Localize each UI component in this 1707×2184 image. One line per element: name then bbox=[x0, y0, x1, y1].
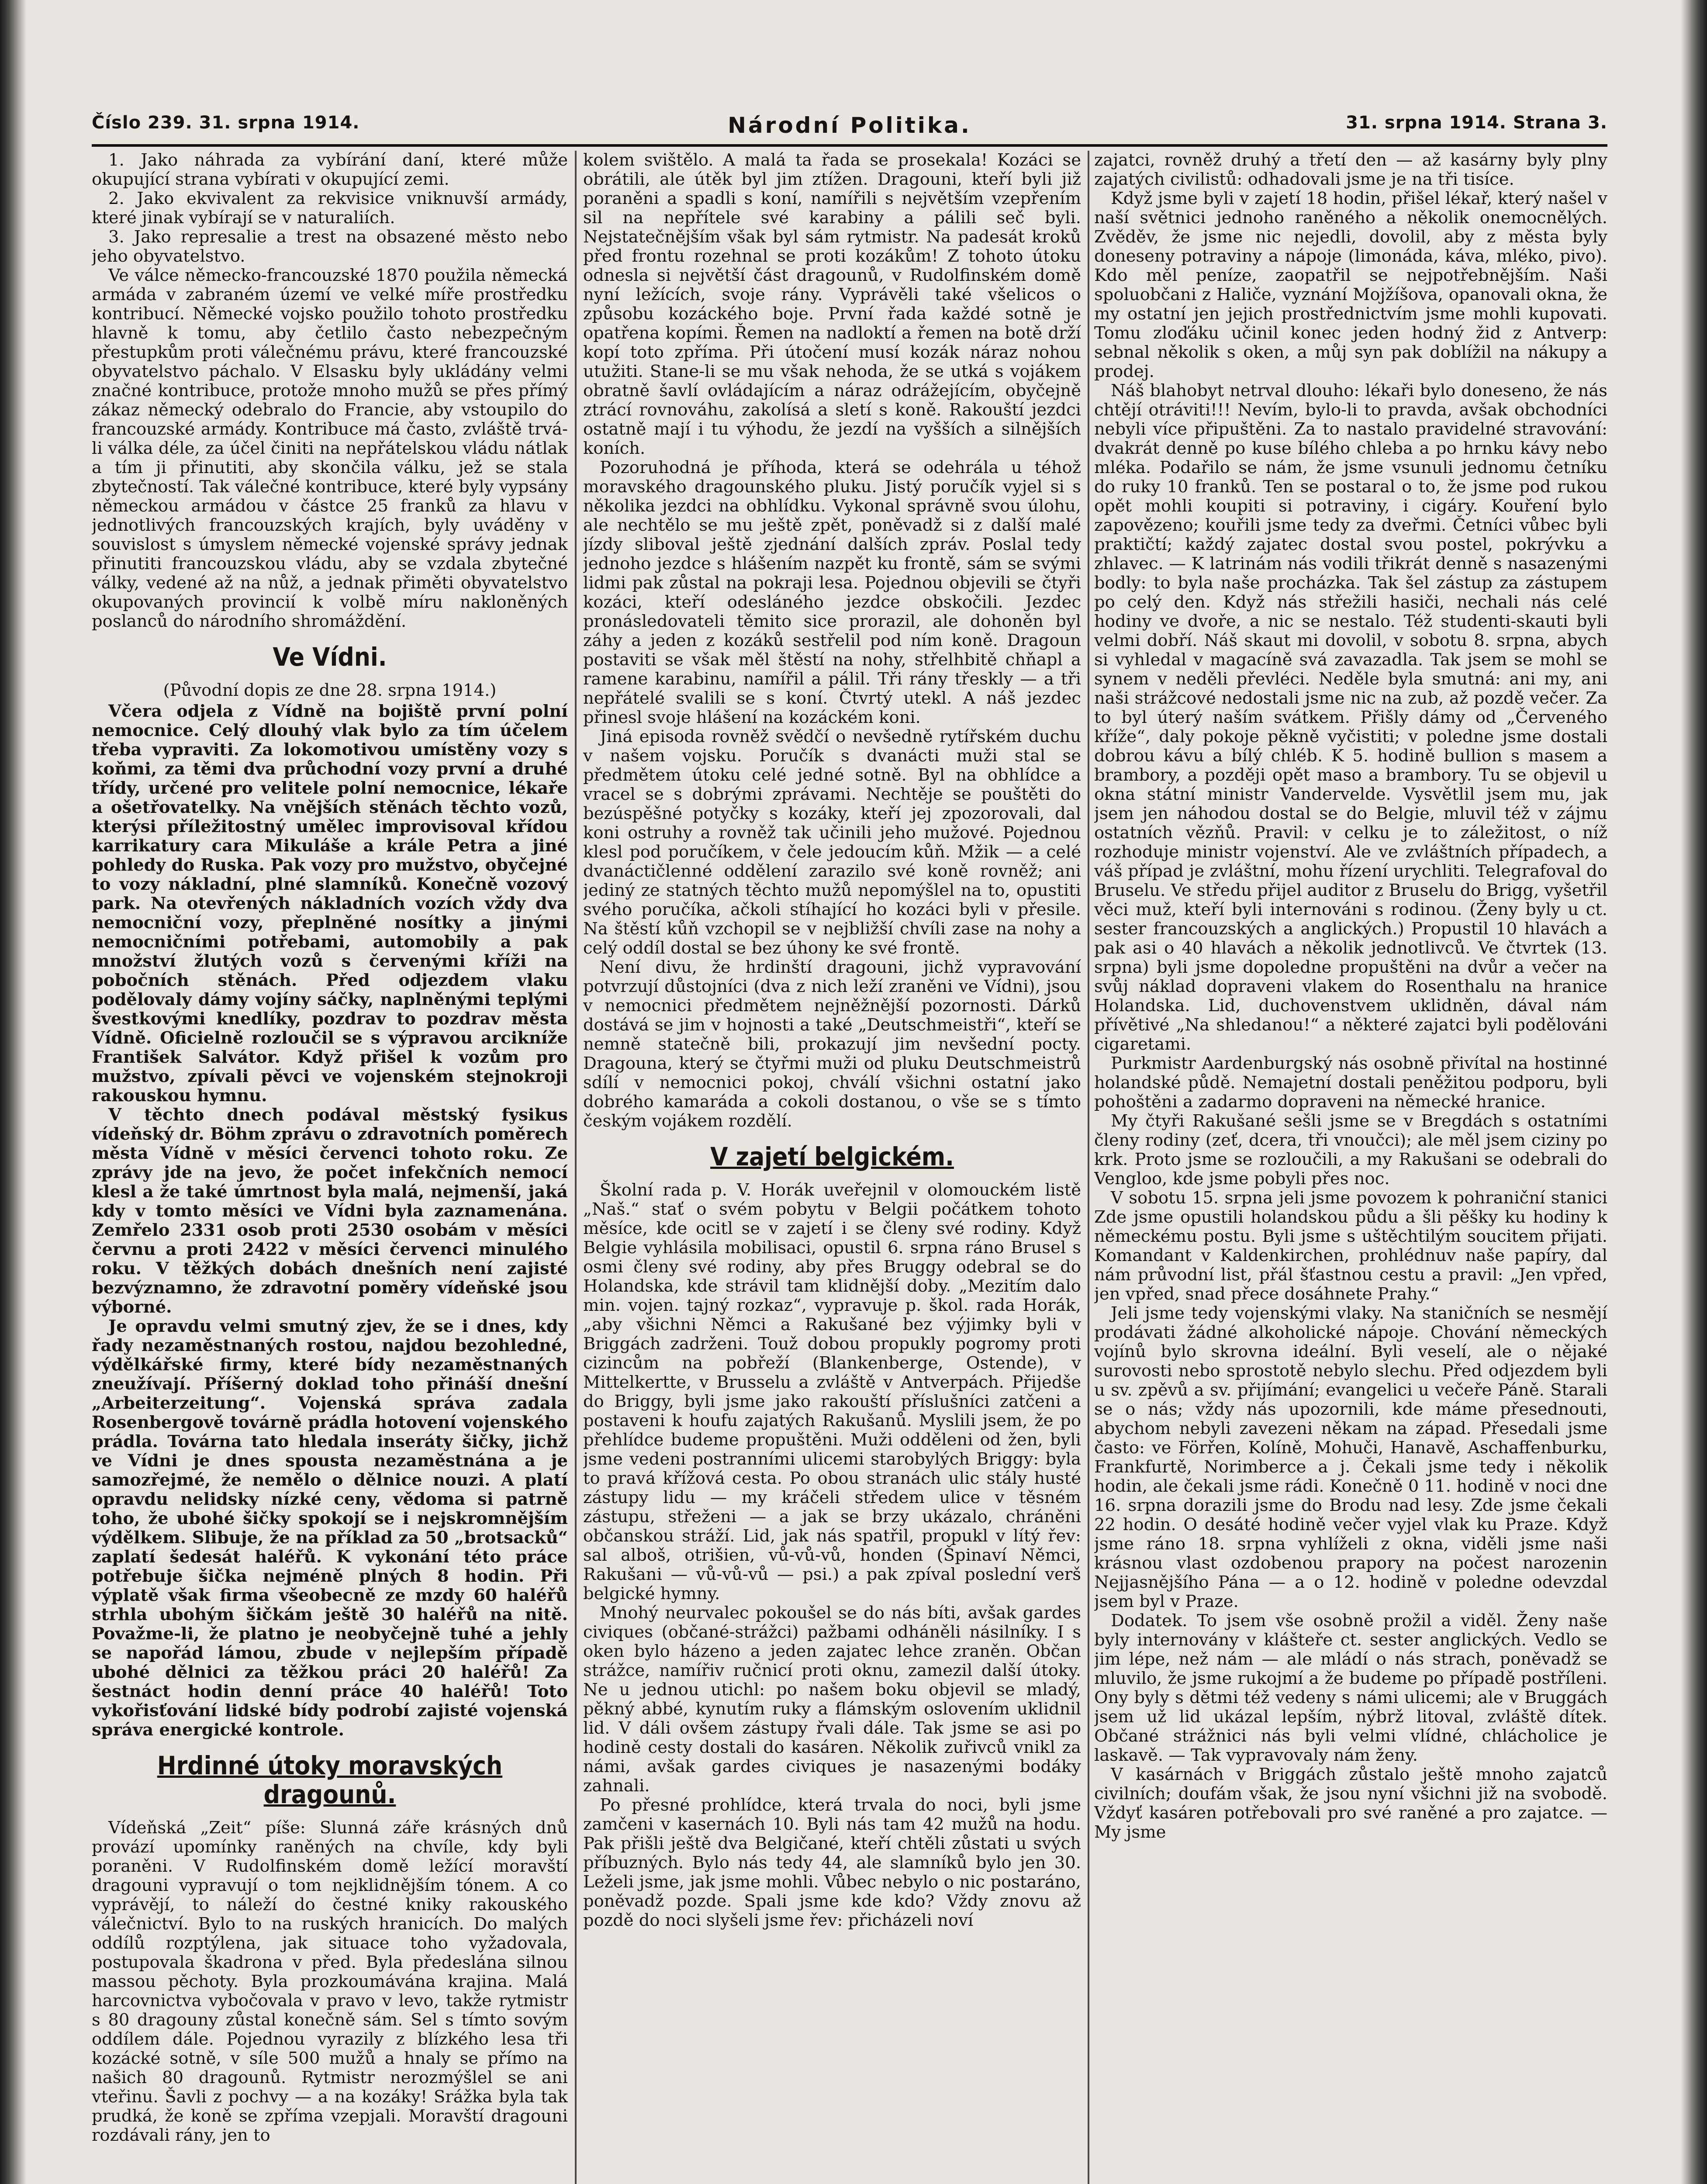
page-edge-shadow-right bbox=[1681, 0, 1707, 2184]
paragraph: 3. Jako represalie a trest na obsazené město nebo jeho obyvatelstvo. bbox=[92, 227, 568, 266]
paragraph: 2. Jako ekvivalent za rekvisice vniknuvší armády, které jinak vybírají se v naturaliích. bbox=[92, 189, 568, 228]
paragraph: Purkmistr Aardenburgský nás osobně přivítal na hostinné holandské půdě. Nemajetní dostali peněžitou podporu, byli pohoštěni a zadarmo dopraveni na německé hranice. bbox=[1094, 1054, 1607, 1112]
paragraph: V kasárnách v Briggách zůstalo ještě mnoho zajatců civilních; doufám však, že jsou nyní všichni již na svobodě. Vždyť kasáren potřebovali pro své raněné a pro zajatce. — My jsme bbox=[1094, 1765, 1607, 1842]
column-3 bbox=[1094, 151, 1607, 2184]
header-rule bbox=[92, 144, 1607, 147]
newspaper-title: Národní Politika. bbox=[728, 113, 971, 138]
paragraph: Není divu, že hrdinští dragouni, jichž vypravování potvrzují důstojníci (dva z nich leží zraněni ve Vídni), jsou v nemocnici předmětem nejněžnější pozornosti. Dárků dostává se jim v hojnosti a také „Deutschmeistři“, kteří se nemně statečně bili, prokazují jim nevšední pocty. Dragouna, který se čtyřmi muži od pluku Deutschmeistrů sdílí v nemocnici pokoj, chválí všichni ostatní jako dobrého kamaráda a cokoli dostanou, o vše se s tímto českým vojákem rozdělí. bbox=[583, 957, 1081, 1131]
paragraph-bold: Je opravdu velmi smutný zjev, že se i dnes, kdy řady nezaměstnaných rostou, najdou bezohledné, výdělkářské firmy, které bídy nezaměstnaných zneužívají. Příšerný doklad toho přináší dnešní „Arbeiterzeitung“. Vojenská správa zadala Rosenbergově továrně prádla hotovení vojenského prádla. Továrna tato hledala inseráty šičky, jichž ve Vídni je dnes spousta nezaměstnána a je samozřejmé, že nemělo o dělnice nouzi. A platí opravdu nelidsky nízké ceny, vědoma si patrně toho, že ubohé šičky spokojí se i nejskromnějším výdělkem. Slibuje, že na příklad za 50 „brotsacků“ zaplatí šedesát haléřů. K vykonání této práce potřebuje šička nejméně plných 8 hodin. Při výplatě však firma všeobecně ze mzdy 60 haléřů strhla ubohým šičkám ještě 30 haléřů na nitě. Považme-li, že platno je neobyčejně tuhé a jehly se napořád lámou, zbude v nejlepším případě ubohé dělnici za těžkou práci 20 haléřů! Za šestnáct hodin denní práce 40 haléřů! Toto vykořisťování lidské bídy podrobí zajisté vojenská správa energické kontrole. bbox=[92, 1317, 568, 1740]
paragraph: 1. Jako náhrada za vybírání daní, které může okupující strana vybírati v okupující zemi. bbox=[92, 151, 568, 189]
paragraph: Školní rada p. V. Horák uveřejnil v olomouckém listě „Naš.“ stať o svém pobytu v Belgii počátkem tohoto měsíce, kde ocitl se v zajetí i se členy své rodiny. Když Belgie vyhlásila mobilisaci, opustil 6. srpna ráno Brusel s osmi členy své rodiny, aby přes Bruggy odebral se do Holandska, kde strávil tam klidnější doby. „Mezitím dalo min. vojen. tajný rozkaz“, vypravuje p. škol. rada Horák, „aby všichni Němci a Rakušané bez výjimky byli v Briggách zadrženi. Touž dobou propukly pogromy proti cizincům na pobřeží (Blankenberge, Ostende), v Mittelkertte, v Brusselu a zvláště v Antverpách. Přijedše do Briggy, byli jsme jako rakouští příslušníci zatčeni a postaveni k houfu zajatých Rakušanů. Myslili jsem, že po přehlídce budeme propuštěni. Muži odděleni od žen, byli jsme vedeni postranními ulicemi starobylých Briggy: byla to pravá křížová cesta. Po obou stranách ulic stály husté zástupy lidu — my kráčeli středem ulice v těsném zástupu, střeženi — a jak se brzy ukázalo, chráněni občanskou stráží. Lid, jak nás spatřil, propukl v lítý řev: sal alboš, otrišien, vů-vů-vů, honden (Špinaví Němci, Rakušani — vů-vů-vů — psi.) a pak zpíval poslední verš belgické hymny. bbox=[583, 1180, 1081, 1603]
issue-number-date: Číslo 239. 31. srpna 1914. bbox=[92, 113, 360, 133]
paragraph: Jeli jsme tedy vojenskými vlaky. Na staničních se nesmějí prodávati žádné alkoholické nápoje. Chování německých vojínů bylo skrovna ideální. Byli veselí, ale o nějaké surovosti nebo sprostotě nebylo slechu. Před odjezdem byli u sv. zpěvů a sv. přijímání; evangelici u večeře Páně. Starali se o nás; vždy nás upozornili, kde máme přesednouti, abychom nebyli zavezeni někam na západ. Přesedali jsme často: ve Förřen, Kolíně, Mohuči, Hanavě, Aschaffenburku, Frankfurtě, Norimberce a j. Čekali jsme tedy i několik hodin, ale čekali jsme rádi. Konečně 0 11. hodině v noci dne 16. srpna dorazili jsme do Brodu nad lesy. Zde jsme čekali 22 hodin. O desáté hodině večer vyjel vlak ku Praze. Když jsme ráno 18. srpna vyhlíželi z okna, viděli jsme naši krásnou vlast ozdobenou prapory na počest narozenin Nejjasnějšího Pána — a o 12. hodině v poledne odevzdal jsem byl v Praze. bbox=[1094, 1303, 1607, 1611]
paragraph: V sobotu 15. srpna jeli jsme povozem k pohraniční stanici Zde jsme opustili holandskou půdu a šli pěšky ku hodiny k německému postu. Byli jsme s uštěchtilým soucitem přijati. Komandant v Kaldenkirchen, prohlédnuv naše papíry, dal nám průvodní list, přál šťastnou cestu a pravil: „Jen vpřed, jen vpřed, snad přece dosáhnete Prahy.“ bbox=[1094, 1188, 1607, 1304]
column-separator-1 bbox=[575, 151, 577, 2184]
column-2 bbox=[583, 151, 1081, 2184]
paragraph: zajatci, rovněž druhý a třetí den — až kasárny byly plny zajatých civilistů: odhadovali jsme je na tři tisíce. bbox=[1094, 151, 1607, 189]
paragraph: Mnohý neurvalec pokoušel se do nás bíti, avšak gardes civiques (občané-strážci) pažbami odháněli násilníky. I s oken bylo házeno a jeden zajatec lehce zraněn. Občan strážce, namířiv ručnicí proti oknu, zamezil další útoky. Ne u jednou utichl: po našem boku objevil se mladý, pěkný abbé, kynutím ruky a flámským oslovením uklidnil lid. V dáli ovšem zástupy řvali dále. Tak jsme se asi po hodině cesty dostali do kasáren. Několik zuřivců vnikl za námi, avšak gardes civiques je nasazenými bodáky zahnali. bbox=[583, 1603, 1081, 1796]
column-1 bbox=[92, 151, 568, 2184]
paragraph-bold: V těchto dnech podával městský fysikus vídeňský dr. Böhm zprávu o zdravotních poměrech města Vídně v měsíci červenci tohoto roku. Ze zprávy jde na jevo, že počet infekčních nemocí klesl a že také úmrtnost byla malá, nejmenší, jaká kdy v tomto měsíci ve Vídni byla zaznamenána. Zemřelo 2331 osob proti 2530 osobám v měsíci červnu a proti 2422 v měsíci červenci minulého roku. V těžkých dobách dnešních není zajisté bezvýznamno, že zdravotní poměry vídeňské jsou výborné. bbox=[92, 1105, 568, 1317]
paragraph: Když jsme byli v zajetí 18 hodin, přišel lékař, který našel v naší světnici jednoho raněného a několik onemocnělých. Zvěděv, že jsme nic nejedli, dovolil, aby z města byly doneseny potraviny a nápoje (limonáda, káva, mléko, pivo). Kdo měl peníze, zaopatřil se nejpotřebnějším. Naši spoluobčani z Haliče, vyznání Mojžíšova, opanovali okna, že my ostatní jen jejich prostřednictvím jsme mohli kupovati. Tomu zloďáku učinil konec jeden hodný žid z Antverp: sebnal několik s oken, a můj syn pak doblížil na nákupy a prodej. bbox=[1094, 189, 1607, 381]
page-header bbox=[92, 113, 1607, 143]
section-heading-belgium: V zajetí belgickém. bbox=[710, 1142, 954, 1171]
paragraph: Jiná episoda rovněž svědčí o nevšedně rytířském duchu v našem vojsku. Poručík s dvanácti muži stal se předmětem útoku celé jedné sotně. Byl na obhlídce a vracel se s dobrými zprávami. Nechtěje se pouštěti do bezúspěšné potyčky s kozáky, kteří jej zpozorovali, dal koni ostruhy a rovněž tak učinili jeho mužové. Pojednou klesl pod poručíkem, v čele jedoucím kůň. Mžik — a celé dvanáctičlenné oddělení zarazilo své koně rovněž; ani jediný ze statných těchto mužů nepomýšlel na to, opustiti svého poručíka, ačkoli stíhající ho kozáci byli v přesile. Na štěstí kůň vzchopil se v nejbližší chvíli zase na nohy a celý oddíl dostal se bez úhony ke své frontě. bbox=[583, 727, 1081, 958]
paragraph: Po přesné prohlídce, která trvala do noci, byli jsme zamčeni v kasernách 10. Byli nás tam 42 mužů na hodu. Pak přišli ještě dva Belgičané, kteří chtěli zůstati u svých příbuzných. Bylo nás tedy 44, ale slamníků bylo jen 30. Leželi jsme, jak jsme mohli. Vůbec nebylo o nic postaráno, poněvadž pozde. Spali jsme kde kdo? Vždy znovu až pozdě do noci slyšeli jsme řev: přicházeli noví bbox=[583, 1795, 1081, 1930]
section-heading-vienna: Ve Vídni. bbox=[273, 642, 387, 672]
paragraph-bold: Včera odjela z Vídně na bojiště první polní nemocnice. Celý dlouhý vlak bylo za tím účelem třeba vypraviti. Za lokomotivou umístěny vozy s koňmi, za těmi dva průchodní vozy první a druhé třídy, určené pro velitele polní nemocnice, lékaře a ošetřovatelky. Na vnějších stěnách těchto vozů, kterýsi příležitostný umělec improvisoval křídou karrikatury cara Mikuláše a krále Petra a jiné pohledy do Ruska. Pak vozy pro mužstvo, obyčejné to vozy nákladní, plné slamníků. Konečně vozový park. Na otevřených nákladních vozích vždy dva nemocniční vozy, přeplněné nosítky a jinými nemocničními potřebami, automobily a pak množství žlutých vozů s červenými kříži na pobočních stěnách. Před odjezdem vlaku podělovaly dámy vojíny sáčky, naplněnými teplými švestkovými knedlíky, pozdrav to pozdrav města Vídně. Oficielně rozloučil se s výpravou arcikníže František Salvátor. Když přišel k vozům pro mužstvo, zpívali pěvci ve vojenském stejnokroji rakouskou hymnu. bbox=[92, 702, 568, 1106]
paragraph: Ve válce německo-francouzské 1870 použila německá armáda v zabraném území ve velké míře prostředku kontribucí. Německé vojsko použilo tohoto prostředku hlavně k tomu, aby četlilo často nebezpečným přestupkům proti válečnému právu, které francouzské obyvatelstvo páchalo. V Elsasku byly ukládány velmi značné kontribuce, protože mnoho mužů se přes přímý zákaz německý odebralo do Francie, aby vstoupilo do francouzské armády. Kontribuce má často, zvláště trvá-li válka déle, za účel činiti na nepřátelskou vládu nátlak a tím ji přinutiti, aby skončila válku, jež se stala zbytečností. Tak válečné kontribuce, které byly vypsány německou armádou v částce 25 franků za hlavu v jednotlivých francouzských krajích, byly uváděny v souvislost s úmyslem německé vojenské správy jednak přinutiti francouzskou vládu, aby se vzdala zbytečné války, vedené až na nůž, a jednak přiměti obyvatelstvo okupovaných provincií k volbě míru nakloněných poslanců do národního shromáždění. bbox=[92, 266, 568, 631]
paragraph: Pozoruhodná je příhoda, která se odehrála u téhož moravského dragounského pluku. Jistý poručík vyjel si s několika jezdci na obhlídku. Vykonal správně svou úlohu, ale nechtělo se mu ještě zpět, poněvadž si z další malé jízdy sliboval ještě zjednání dalších zpráv. Poslal tedy jednoho jezdce s hlášením nazpět ku frontě, sám se svými lidmi pak zůstal na pokraji lesa. Pojednou objevili se čtyři kozáci, kteří odesláného jezdce obskočili. Jezdec pronásledovateli těmito sice prorazil, ale dohoněn byl záhy a jeden z kozáků sestřelil pod ním koně. Dragoun postaviti se však měl štěstí na nohy, střelhbitě chňapl a ramene karabinu, namířil a pálil. Tři rány třeskly — a tři nepřátelé svalili se s koní. Čtvrtý utekl. A náš jezdec přinesl svoje hlášení na kozáckém koni. bbox=[583, 458, 1081, 727]
column-separator-2 bbox=[1088, 151, 1089, 2184]
dateline: (Původní dopis ze dne 28. srpna 1914.) bbox=[163, 681, 497, 700]
paragraph: Vídeňská „Zeit“ píše: Slunná záře krásných dnů provází upomínky raněných na chvíle, kdy byli poraněni. V Rudolfinském domě ležící moravští dragouni vypravují o tom nejklidnějším tónem. A co vyprávějí, to náleží do čestné kniky rakouského válečnictví. Bylo to na ruských hranicích. Do malých oddílů rozptýlena, jak situace toho vyžadovala, postupovala škadrona v před. Byla předeslána silnou massou pěchoty. Byla prozkoumávána krajina. Malá harcovnictva vybočovala v pravo v levo, takže rytmistr s 80 dragouny zůstal konečně sám. Sel s tímto sovým oddílem dále. Pojednou vyrazily z blízkého lesa tři kozácké sotně, v síle 500 mužů a hnaly se přímo na našich 80 dragounů. Rytmistr nerozmýšlel se ani vteřinu. Šavli z pochvy — a na kozáky! Srážka byla tak prudká, že koně se zpříma vzepjali. Moravští dragouni rozdávali rány, jen to bbox=[92, 1818, 568, 2145]
page-number-date: 31. srpna 1914. Strana 3. bbox=[1346, 113, 1607, 133]
paragraph: Náš blahobyt netrval dlouho: lékaři bylo doneseno, že nás chtějí otráviti!!! Nevím, bylo-li to pravda, avšak obchodníci nebyli více připuštěni. Za to nastalo pravidelné stravování: dvakrát denně po kuse bílého chleba a po hrnku kávy nebo mléka. Podařilo se nám, že jsme vsunuli jednomu četníku do ruky 10 franků. Ten se postaral o to, že jsme pod rukou opět mohli koupiti si potraviny, i cigáry. Kouření bylo zapovězeno; kouřili jsme tedy za dveřmi. Četníci vůbec byli praktičtí; každý zajatec dostal svou postel, pokrývku a zhlavec. — K latrinám nás vodili třikrát denně s nasazenými bodly: to byla naše procházka. Tak šel zástup za zástupem po celý den. Když nás střežili hasiči, nechali nás celé hodiny ve dvoře, a nic se nestalo. Též studenti-skauti byli velmi dobří. Náš skaut mi dovolil, v sobotu 8. srpna, abych si vyhledal v magacíně svá zavazadla. Tak jsem se mohl se synem v neděli převléci. Neděle byla smutná: ani my, ani naši strážcové nedostali jsme nic na zub, až pozdě večer. Za to byl úterý naším svátkem. Přišly dámy od „Červeného kříže“, daly pokoje pěkně vyčistiti; v poledne jsme dostali dobrou kávu a bílý chléb. K 5. hodině bullion s masem a brambory, a později opět maso a brambory. Tu se objevil u okna státní ministr Vandervelde. Vysvětlil jsem mu, jak jsem jen náhodou dostal se do Belgie, mluvil též v zájmu ostatních vězňů. Pravil: v celku je to záležitost, o níž rozhoduje ministr vojenství. Ale ve zvláštních případech, a váš případ je zvláštní, mohu řízení urychliti. Telegrafoval do Bruselu. Ve středu přijel auditor z Bruselu do Brigg, vyšetřil věci muž, kteří byli internováni s rodinou. (Ženy byly u ct. sester francouzských a anglických.) Propustil 10 hlavách a pak asi o 40 hlavách a několik jednotlivců. Ve čtvrtek (13. srpna) byli jsme dopoledne propuštěni na dvůr a večer na svůj náklad dopraveni vlakem do Rosenthalu na hranice Holandska. Lid, duchovenstvem uklidněn, dával nám přívětivé „Na shledanou!“ a některé zajatci byli podělováni cigaretami. bbox=[1094, 381, 1607, 1054]
page-edge-shadow-left bbox=[0, 0, 26, 2184]
section-heading-dragoons: Hrdinné útoky moravských dragounů. bbox=[157, 1751, 503, 1809]
paragraph: Dodatek. To jsem vše osobně prožil a viděl. Ženy naše byly internovány v klášteře ct. sester anglických. Vedlo se jim lépe, než nám — ale mládí o nás strach, poněvadž se mluvilo, že jsme rukojmí a že budeme po případě postříleni. Ony byly s dětmi též vedeny s námi ulicemi; ale v Bruggách jsem už lid ukázal lepším, nýbrž litoval, zvláště dítek. Občané strážnici nás byli velmi vlídné, chlácholice je laskavě. — Tak vypravovaly nám ženy. bbox=[1094, 1611, 1607, 1765]
paragraph: My čtyři Rakušané sešli jsme se v Bregdách s ostatními členy rodiny (zeť, dcera, tři vnoučci); ale měl jsem ciziny po krk. Proto jsme se rozloučili, a my Rakušani se odebrali do Vengloo, kde jsme pobyli přes noc. bbox=[1094, 1111, 1607, 1189]
paragraph: kolem svištělo. A malá ta řada se prosekala! Kozáci se obrátili, ale útěk byl jim ztížen. Dragouni, kteří byli již poraněni a spadli s koní, namířili s největším vzepřením sil na nepřítele své karabiny a pálili seč byli. Nejstatečnějším však byl sám rytmistr. Na padesát kroků před frontu rozehnal se proti kozákům! Z tohoto útoku odnesla si největší část dragounů, v Rudolfinském domě nyní ležících, svoje rány. Vyprávěli také všelicos o způsobu kozáckého boje. První řada každé sotně je opatřena kopími. Řemen na nadloktí a řemen na botě drží kopí toto zpříma. Při útočení musí kozák náraz nohou utužiti. Stane-li se mu však nehoda, že se utká s vojákem obratně šavlí ovládajícím a náraz odrážejícím, obyčejně ztrácí rovnováhu, zakolísá a sletí s koně. Rakouští jezdci ostatně mají i tu výhodu, že jezdí na vyšších a silnějších koních. bbox=[583, 151, 1081, 458]
